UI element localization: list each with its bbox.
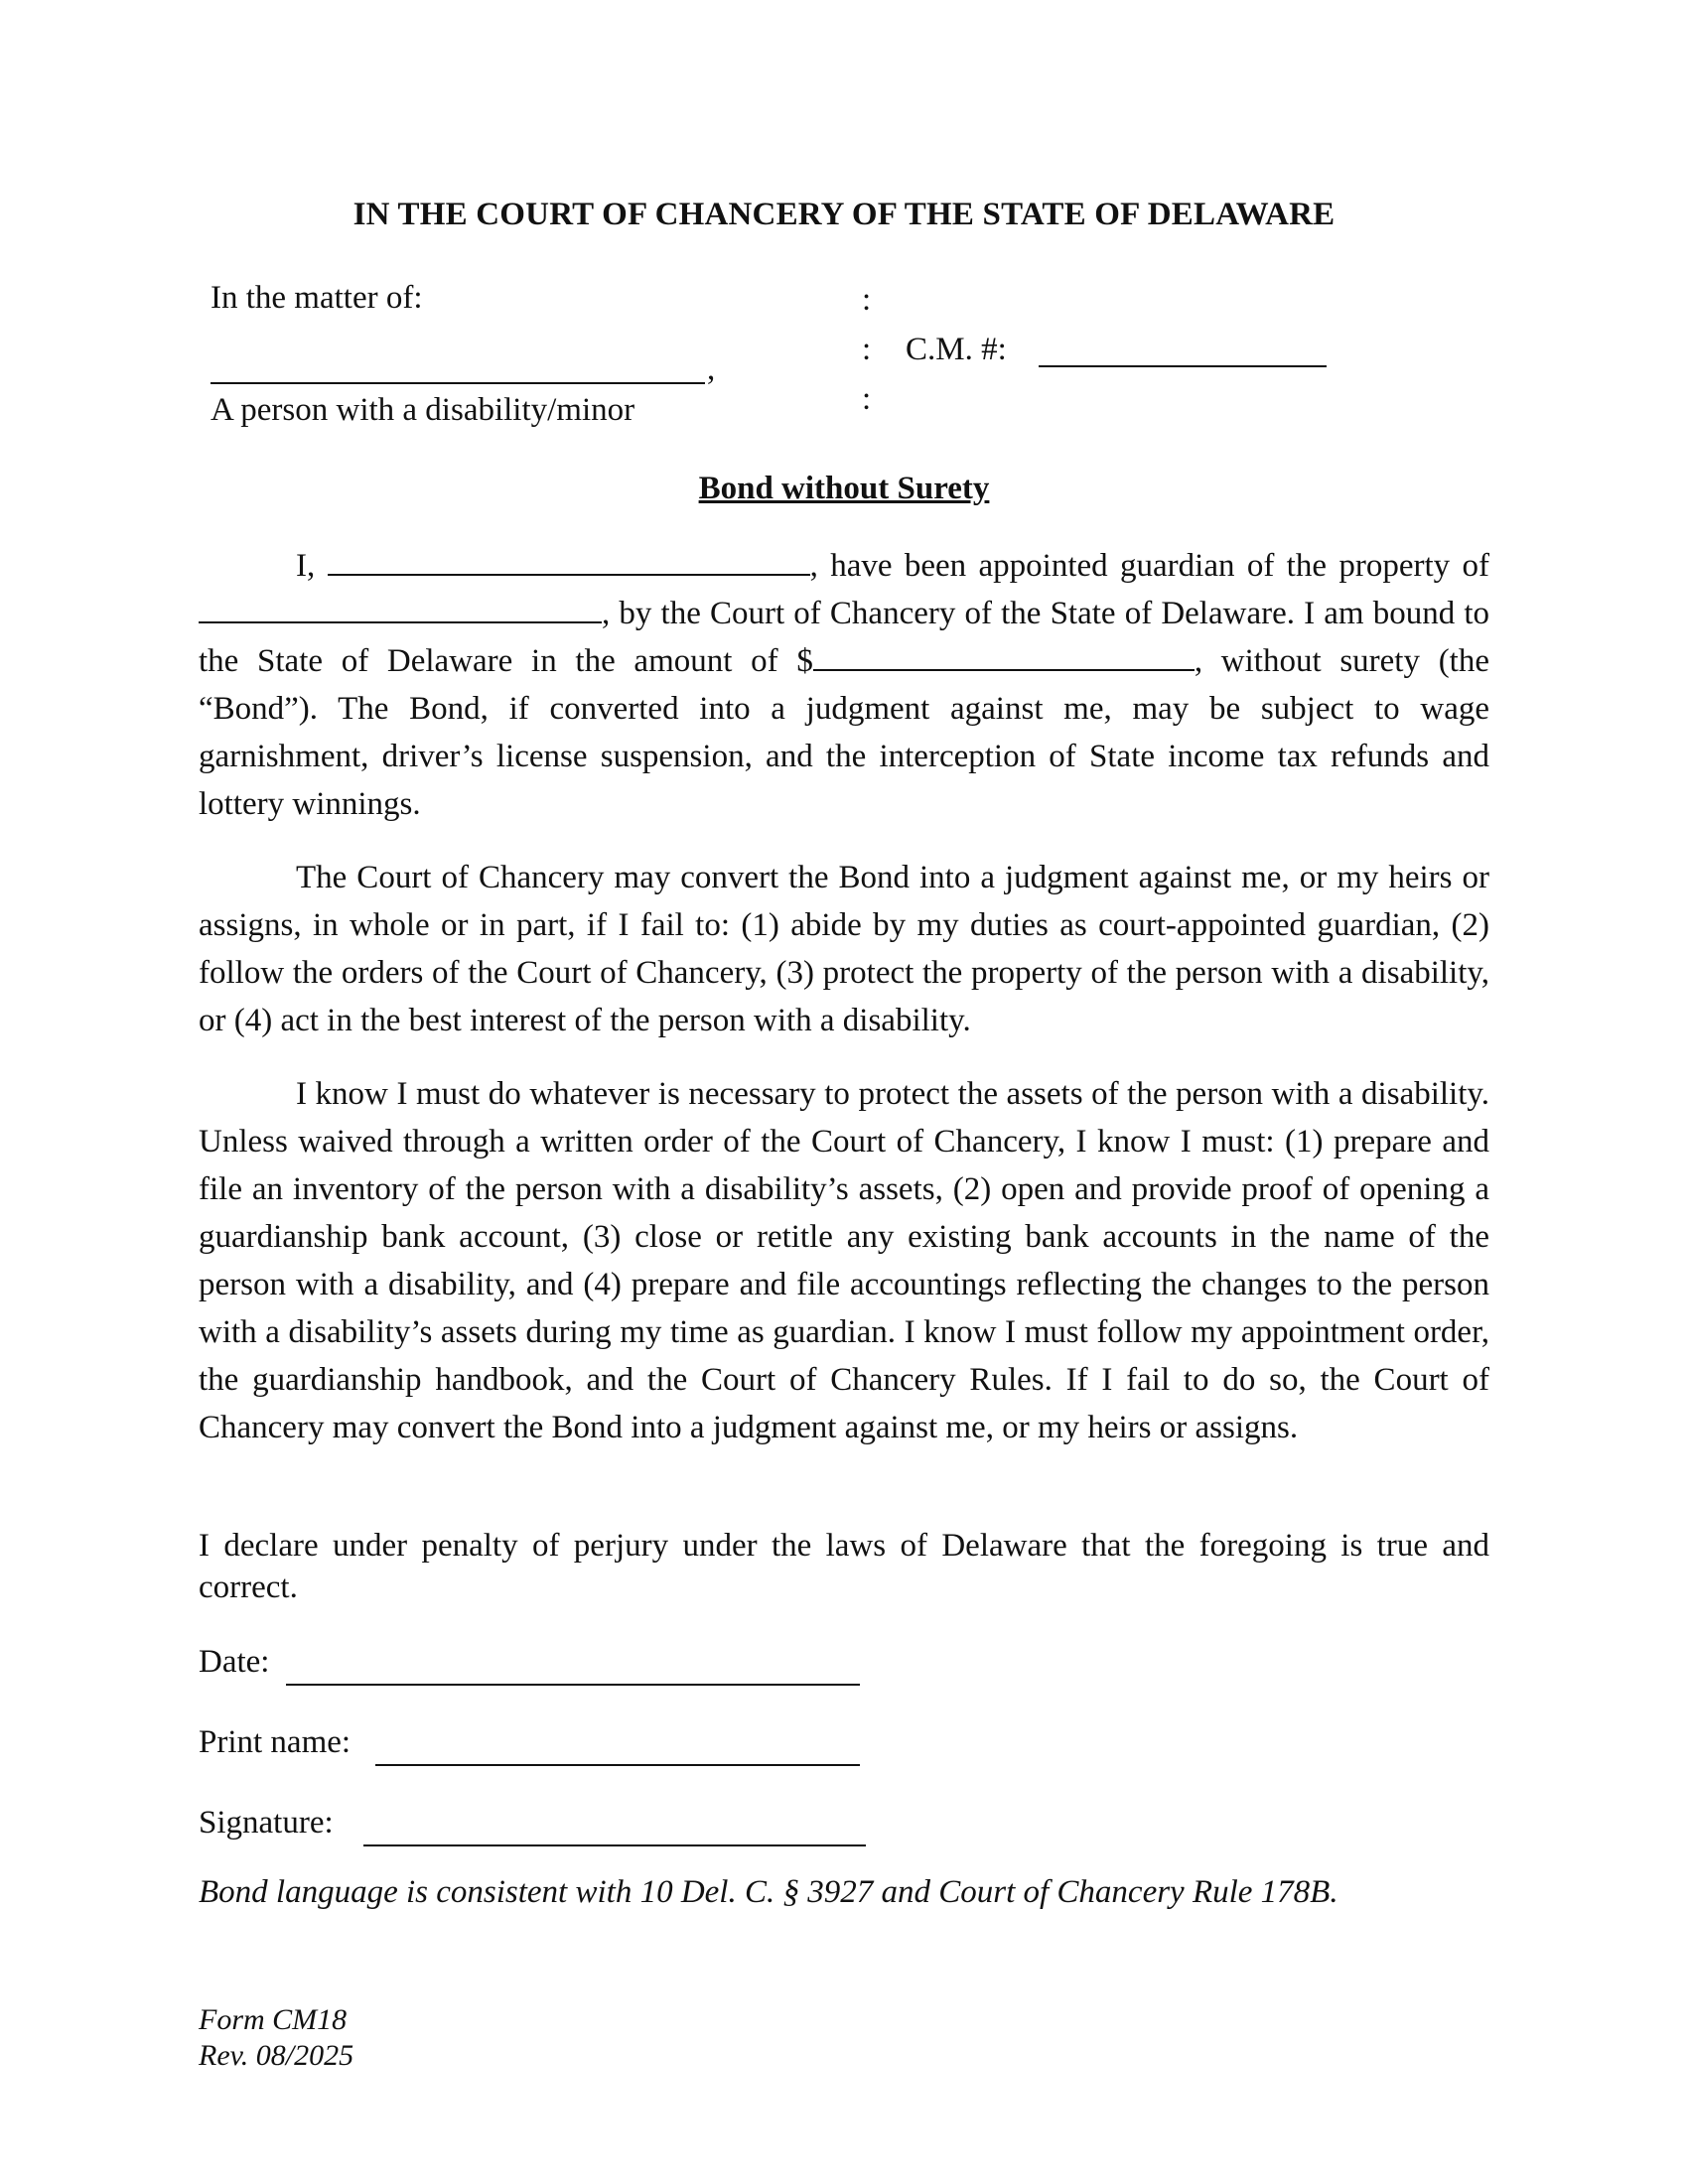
p1-text-b: , have been appointed guardian of the property of: [809, 548, 1489, 584]
paragraph-conversion: The Court of Chancery may convert the Bond into a judgment against me, or my heirs or assigns, in whole or in part, if I fail to: (1) abide by my duties as court-appointed guardian, (2) follow the orders of the Court of Chancery, (3) protect the property of the person with a disability, or (4) act in the best interest of the person with a disability.: [199, 860, 1489, 1038]
print-name-line[interactable]: [375, 1762, 860, 1766]
party-name-comma: ,: [707, 351, 716, 387]
party-name-line[interactable]: [211, 380, 705, 384]
statute-note: Bond language is consistent with 10 Del. C. § 3927 and Court of Chancery Rule 178B.: [199, 1874, 1338, 1910]
signature-label: Signature:: [199, 1805, 334, 1841]
revision-date: Rev. 08/2025: [199, 2039, 354, 2072]
caption-colon: :: [862, 381, 872, 417]
form-id: Form CM18: [199, 2003, 348, 2036]
p1-text-a: I,: [296, 548, 328, 584]
cm-number-line[interactable]: [1039, 363, 1327, 367]
date-label: Date:: [199, 1644, 270, 1680]
paragraph-appointment: [199, 542, 1489, 828]
court-heading: IN THE COURT OF CHANCERY OF THE STATE OF DELAWARE: [352, 197, 1336, 232]
date-line[interactable]: [286, 1682, 860, 1686]
caption-colon: :: [862, 282, 872, 318]
p1-text-c: , by the Court of Chancery of the State of Delaware. I am bound to the State of Delaware in the amount of $: [199, 596, 1489, 679]
caption-colon: :: [862, 332, 872, 367]
bond-amount-blank[interactable]: [813, 639, 1195, 671]
guardian-name-blank[interactable]: [328, 544, 810, 576]
document-title: Bond without Surety: [698, 471, 990, 506]
matter-label: In the matter of:: [211, 280, 423, 316]
ward-name-blank[interactable]: [199, 592, 602, 623]
party-description: A person with a disability/minor: [211, 392, 635, 428]
signature-line[interactable]: [363, 1843, 866, 1846]
cm-number-label: C.M. #:: [906, 332, 1007, 367]
p1-text-d: , without surety (the “Bond”). The Bond, if converted into a judgment against me, may be subject to wage garnishment, driver’s license suspension, and the interception of State income tax refunds and lottery winnings.: [199, 643, 1489, 822]
print-name-label: Print name:: [199, 1724, 352, 1760]
paragraph-duties: I know I must do whatever is necessary to protect the assets of the person with a disability. Unless waived through a written order of the Court of Chancery, I know I must: (1) prepare and file an inventory of the person with a disability’s assets, (2) open and provide proof of opening a guardianship bank account, (3) close or retitle any existing bank accounts in the name of the person with a disability, and (4) prepare and file accountings reflecting the changes to the person with a disability’s assets during my time as guardian. I know I must follow my appointment order, the guardianship handbook, and the Court of Chancery Rules. If I fail to do so, the Court of Chancery may convert the Bond into a judgment against me, or my heirs or assigns.: [199, 1076, 1489, 1445]
paragraph-declaration: I declare under penalty of perjury under the laws of Delaware that the foregoing is true and correct.: [199, 1528, 1489, 1605]
